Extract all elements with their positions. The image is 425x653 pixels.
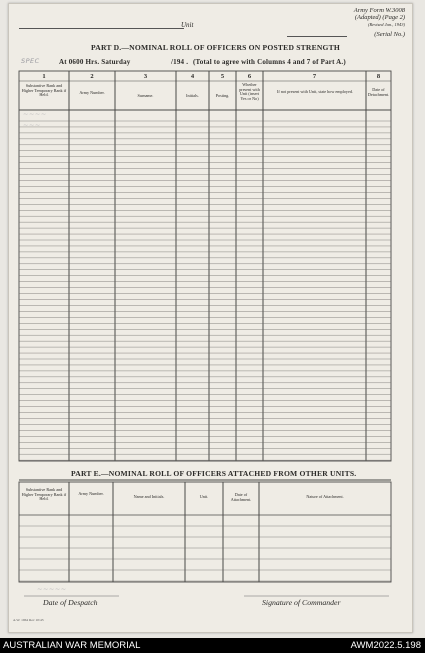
- col-num-8: 8: [376, 73, 381, 80]
- date-of-despatch-label: Date of Despatch: [43, 598, 98, 607]
- signature-label: Signature of Commander: [262, 598, 341, 607]
- part-d-title: PART D.—NOMINAL ROLL OF OFFICERS ON POSTED STRENGTH: [91, 43, 341, 52]
- unit-label: Unit: [181, 21, 194, 29]
- part-d-year: /194 .: [171, 58, 189, 66]
- col-num-4: 4: [190, 73, 195, 80]
- col-num-6: 6: [247, 73, 252, 80]
- e-col-header-rank: Substantive Rank and Higher Temporary Rank if Held.: [21, 487, 67, 502]
- col-header-present: Whether present with Unit (insert Yes or No): [239, 82, 260, 101]
- col-header-posting: Posting.: [215, 93, 230, 98]
- form-adapted: (Adapted) (Page 2): [354, 14, 405, 21]
- caption-left: AUSTRALIAN WAR MEMORIAL: [3, 640, 141, 651]
- army-form-number: Army Form W.3008: [353, 7, 405, 14]
- form-code: A.W. 1964 Rev 10/43: [13, 618, 44, 622]
- caption-right: AWM2022.5.198: [350, 640, 421, 651]
- col-header-rank: Substantive Rank and Higher Temporary Rank if Held.: [21, 83, 67, 98]
- handwritten-mark: SPEC: [21, 57, 40, 65]
- part-e-title: PART E.—NOMINAL ROLL OF OFFICERS ATTACHED FROM OTHER UNITS.: [71, 469, 357, 478]
- col-header-detachment: Date of Detachment.: [367, 87, 390, 97]
- col-header-army-number: Army Number.: [79, 90, 105, 95]
- col-num-3: 3: [143, 73, 148, 80]
- col-num-5: 5: [220, 73, 225, 80]
- faint-entry-row-2: ~~~: [23, 121, 41, 129]
- col-header-initials: Initials.: [186, 93, 199, 98]
- col-header-surname: Surname.: [137, 93, 154, 98]
- serial-label: (Serial No.): [374, 31, 405, 38]
- faint-entry-row-1: ~~~~: [23, 110, 47, 118]
- part-d-subtitle: At 0600 Hrs. Saturday: [59, 58, 131, 66]
- e-col-header-nature: Nature of Attachment.: [306, 494, 344, 499]
- e-col-header-unit: Unit.: [199, 494, 209, 499]
- e-col-header-date: Date of Attachment.: [230, 492, 252, 502]
- col-num-2: 2: [90, 73, 94, 80]
- caption-bar: [0, 638, 425, 653]
- col-num-7: 7: [312, 73, 317, 80]
- part-d-note: (Total to agree with Columns 4 and 7 of Part A.): [193, 58, 346, 66]
- e-col-header-army-number: Army Number.: [78, 491, 104, 496]
- col-header-employed: If not present with Unit, state how employed.: [277, 89, 353, 94]
- form-page: [8, 3, 413, 633]
- e-col-header-name: Name and Initials.: [133, 494, 165, 499]
- handwritten-date: ~~~~~: [37, 585, 67, 593]
- form-revised: (Revised Jan., 1943): [368, 22, 405, 27]
- col-num-1: 1: [42, 73, 46, 80]
